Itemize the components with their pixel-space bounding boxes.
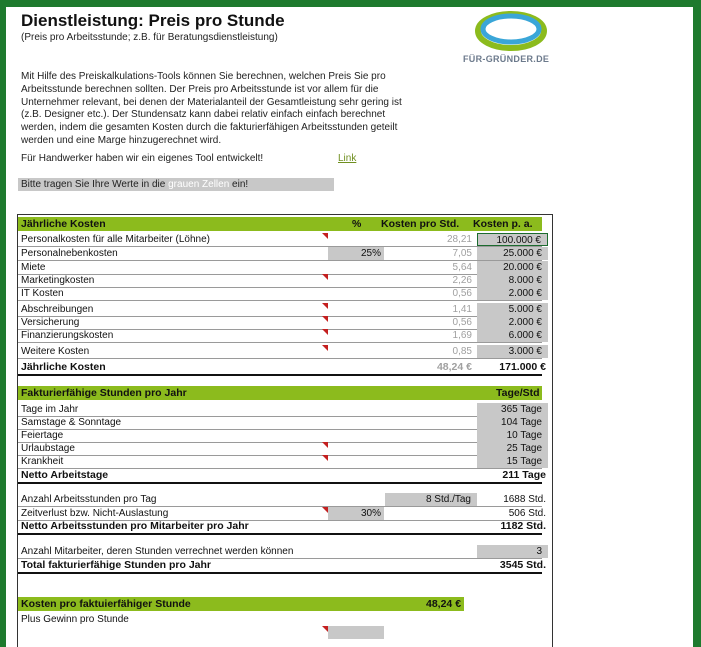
logo-text: FÜR-GRÜNDER.DE: [463, 54, 550, 64]
hours-header-label: Fakturierfähige Stunden pro Jahr: [21, 387, 187, 399]
cost-label: Versicherung: [21, 317, 80, 328]
cost-per-year-value: 25.000 €: [477, 247, 548, 260]
spreadsheet: [6, 7, 693, 647]
netto-days-row: [18, 468, 546, 484]
cost-row: [18, 233, 542, 247]
logo: [461, 9, 561, 71]
cost-per-hour: 28,21: [446, 234, 472, 245]
employees-input[interactable]: 3: [477, 545, 548, 558]
cost-per-year-input[interactable]: 2.000 €: [477, 287, 548, 300]
comment-marker-icon: [322, 233, 328, 239]
col-percent: %: [352, 218, 362, 230]
cost-per-year-input[interactable]: 2.000 €: [477, 316, 548, 329]
cost-per-hour: 7,05: [452, 248, 472, 259]
hours-per-day-label: Anzahl Arbeitsstunden pro Tag: [21, 494, 157, 505]
hours-row: [18, 455, 542, 469]
hours-per-day-row: [18, 493, 546, 507]
hours-row: [18, 429, 542, 443]
hours-label: Tage im Jahr: [21, 404, 79, 415]
cost-label: Personalkosten für alle Mitarbeiter (Löhne): [21, 234, 210, 245]
page-title: Dienstleistung: Preis pro Stunde: [21, 11, 285, 30]
hours-label: Urlaubstage: [21, 443, 75, 454]
hours-header: [18, 386, 542, 400]
cost-per-year-input[interactable]: 100.000 €: [477, 233, 548, 246]
cost-per-year-input[interactable]: 8.000 €: [477, 274, 548, 287]
hours-input[interactable]: 365 Tage: [477, 403, 548, 416]
cost-label: Finanzierungskosten: [21, 330, 114, 341]
col-days-hours: Tage/Std: [496, 387, 540, 399]
comment-marker-icon: [322, 316, 328, 322]
netto-hours-value: 1182 Std.: [500, 520, 546, 532]
intro-text: Mit Hilfe des Preiskalkulations-Tools können Sie berechnen, welchen Preis Sie pro Arbeitsstunde berechnen sollten. Der Preis pro Arbeitsstunde ist vor allem für die Unternehmer relevant, bei denen der Materialanteil der Gesamtleistung sehr gering ist (z.B. Designer etc.). Der Stundensatz kann dabei relativ einfach einfach berechnet werden, indem die gesamten Kosten durch die fakturierfähigen Arbeitsstunden geteilt werden und eine Marge hinzugerechnet wird.: [21, 71, 402, 146]
hours-input[interactable]: 25 Tage: [477, 442, 548, 455]
cost-per-hour: 1,69: [452, 330, 472, 341]
hours-input[interactable]: 104 Tage: [477, 416, 548, 429]
cost-row: [18, 247, 542, 261]
profit-input[interactable]: [328, 626, 384, 639]
cost-per-hour: 0,56: [452, 288, 472, 299]
cost-label: IT Kosten: [21, 288, 64, 299]
cost-row: [18, 303, 542, 317]
costs-total-per-year: 171.000 €: [499, 361, 546, 373]
netto-hours-label: Netto Arbeitsstunden pro Mitarbeiter pro Jahr: [21, 520, 249, 532]
col-per-hour: Kosten pro Std.: [381, 218, 460, 230]
input-hint: [18, 178, 334, 191]
cost-per-hour: 0,56: [452, 317, 472, 328]
netto-days-value: 211 Tage: [502, 469, 546, 481]
hours-input[interactable]: 10 Tage: [477, 429, 548, 442]
comment-marker-icon: [322, 455, 328, 461]
cost-label: Abschreibungen: [21, 304, 94, 315]
handwerker-note: Für Handwerker haben wir ein eigenes Tool entwickelt!: [21, 153, 264, 164]
cost-row: [18, 316, 542, 330]
col-per-year: Kosten p. a.: [473, 218, 533, 230]
cost-row: [18, 274, 542, 288]
cost-per-hour: 1,41: [452, 304, 472, 315]
cost-label: Personalnebenkosten: [21, 248, 118, 259]
logo-rings-icon: [461, 9, 561, 55]
cost-percent-input[interactable]: 25%: [328, 247, 384, 260]
cost-row: [18, 329, 542, 343]
cost-per-hour: 0,85: [452, 346, 472, 357]
costs-total-row: [18, 360, 546, 376]
cost-per-hour-label: Kosten pro faktuierfähiger Stunde: [21, 598, 191, 610]
cost-per-year-input[interactable]: 3.000 €: [477, 345, 548, 358]
cost-label: Marketingkosten: [21, 275, 95, 286]
hours-label: Feiertage: [21, 430, 64, 441]
hours-row: [18, 403, 542, 417]
netto-days-label: Netto Arbeitstage: [21, 469, 109, 481]
time-loss-value: 506 Std.: [508, 508, 546, 519]
cost-row: [18, 345, 542, 359]
cost-label: Miete: [21, 262, 46, 273]
handwerker-link[interactable]: Link: [338, 153, 357, 164]
cost-per-hour: 5,64: [452, 262, 472, 273]
hours-per-day-value: 1688 Std.: [503, 494, 546, 505]
total-hours-value: 3545 Std.: [499, 559, 546, 571]
cost-label: Weitere Kosten: [21, 346, 90, 357]
hint-pre: Bitte tragen Sie Ihre Werte in die: [21, 179, 169, 190]
total-hours-label: Total fakturierfähige Stunden pro Jahr: [21, 559, 211, 571]
costs-header-label: Jährliche Kosten: [21, 218, 106, 230]
comment-marker-icon: [322, 274, 328, 280]
cost-per-year-input[interactable]: 20.000 €: [477, 261, 548, 274]
cost-per-year-input[interactable]: 6.000 €: [477, 329, 548, 342]
cost-per-hour: 2,26: [452, 275, 472, 286]
employees-row: [18, 545, 542, 559]
hours-per-day-input[interactable]: 8 Std./Tag: [385, 493, 477, 506]
cost-per-hour-band: [18, 597, 464, 611]
hours-label: Krankheit: [21, 456, 64, 467]
cost-row: [18, 287, 542, 301]
costs-header: [18, 217, 542, 231]
comment-marker-icon: [322, 442, 328, 448]
hours-row: [18, 442, 542, 456]
hours-input[interactable]: 15 Tage: [477, 455, 548, 468]
profit-row: [18, 613, 542, 626]
employees-label: Anzahl Mitarbeiter, deren Stunden verrechnet werden können: [21, 546, 294, 557]
netto-hours-row: [18, 519, 546, 535]
profit-label: Plus Gewinn pro Stunde: [21, 614, 129, 625]
hours-label: Samstage & Sonntage: [21, 417, 122, 428]
time-loss-label: Zeitverlust bzw. Nicht-Auslastung: [21, 508, 169, 519]
hours-row: [18, 416, 542, 430]
costs-total-per-hour: 48,24 €: [436, 361, 472, 373]
hint-post: ein!: [229, 179, 249, 190]
time-loss-input[interactable]: 30%: [328, 507, 384, 520]
profit-row-cut: [18, 626, 542, 639]
comment-marker-icon: [322, 345, 328, 351]
hint-highlight: grauen Zellen: [168, 179, 230, 190]
comment-marker-icon: [322, 303, 328, 309]
cost-row: [18, 261, 542, 275]
cost-per-hour-value: 48,24 €: [426, 598, 462, 610]
total-hours-row: [18, 558, 546, 574]
cost-per-year-input[interactable]: 5.000 €: [477, 303, 548, 316]
costs-total-label: Jährliche Kosten: [21, 361, 106, 373]
page-subtitle: (Preis pro Arbeitsstunde; z.B. für Beratungsdienstleistung): [21, 32, 278, 43]
comment-marker-icon: [322, 329, 328, 335]
